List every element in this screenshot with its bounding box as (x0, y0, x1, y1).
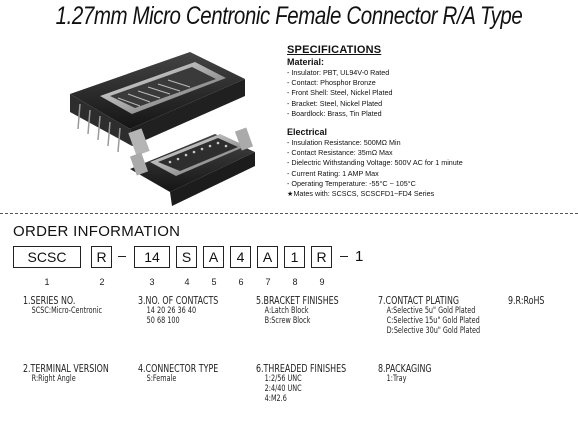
legend-contacts (138, 294, 218, 327)
code-box-plating: A (257, 246, 278, 268)
legend-item: 1:Tray (386, 374, 407, 384)
code-dash (118, 256, 126, 257)
legend-item: C:Selective 15u" Gold Plated (386, 315, 480, 326)
legend-terminal (23, 362, 109, 385)
legend-plating (378, 294, 480, 336)
electrical-item: - Contact Resistance: 35mΩ Max (287, 148, 393, 158)
position-number: 4 (184, 277, 190, 287)
material-item: - Contact: Phosphor Bronze (287, 78, 376, 88)
code-box-packaging: 1 (284, 246, 305, 268)
legend-connector (138, 362, 218, 385)
legend-item: D:Selective 30u" Gold Plated (386, 325, 481, 336)
electrical-heading: Electrical (287, 127, 328, 138)
connector-lower-image (130, 128, 255, 206)
material-heading: Material: (287, 57, 325, 67)
code-box-connector-type: S (176, 246, 197, 268)
position-number: 6 (238, 277, 244, 287)
code-box-rohs: R (311, 246, 332, 268)
material-item: - Insulator: PBT, UL94V-0 Rated (287, 68, 390, 77)
code-box-bracket: A (203, 246, 224, 268)
legend-heading: 1.SERIES NO. (23, 294, 76, 307)
legend-item: 2:4/40 UNC (264, 383, 302, 394)
legend-item: SCSC:Micro-Centronic (31, 306, 103, 316)
specifications-heading: SPECIFICATIONS (287, 44, 382, 56)
legend-item: 50 68 100 (146, 315, 180, 326)
position-number: 3 (149, 277, 155, 287)
legend-heading: 2.TERMINAL VERSION (23, 362, 109, 375)
legend-item: 4:M2.6 (264, 393, 287, 404)
electrical-item: - Dielectric Withstanding Voltage: 500V AC for 1 minute (287, 158, 463, 168)
order-information-heading: ORDER INFORMATION (13, 223, 181, 240)
position-number: 5 (211, 277, 217, 287)
legend-item: A:Selective 5u" Gold Plated (386, 306, 476, 316)
position-number: 7 (265, 277, 271, 287)
code-box-threaded: 4 (230, 246, 251, 268)
legend-heading: 7.CONTACT PLATING (378, 294, 460, 307)
position-number: 8 (292, 277, 298, 287)
section-divider (0, 213, 578, 214)
legend-heading: 9.R:RoHS (508, 294, 545, 307)
legend-packaging (378, 362, 432, 385)
position-number: 2 (99, 277, 105, 287)
legend-threaded (256, 362, 346, 404)
legend-item: R:Right Angle (31, 374, 76, 384)
electrical-item: - Current Rating: 1 AMP Max (287, 168, 379, 178)
legend-series (23, 294, 102, 317)
connector-product-photo (40, 34, 280, 214)
code-box-series: SCSC (13, 246, 81, 268)
mates-with-note: ★Mates with: SCSCS, SCSCFD1~FD4 Series (287, 189, 435, 199)
position-number: 1 (44, 277, 50, 287)
code-box-contacts: 14 (134, 246, 170, 268)
material-item: - Bracket: Steel, Nickel Plated (287, 98, 383, 108)
electrical-item: - Operating Temperature: -55°C ~ 105°C (287, 178, 416, 188)
legend-heading: 6.THREADED FINISHES (256, 362, 347, 375)
page-title: 1.27mm Micro Centronic Female Connector R/A Type (55, 2, 523, 30)
legend-item: B:Screw Block (264, 315, 311, 326)
position-number: 9 (319, 277, 325, 287)
legend-heading: 4.CONNECTOR TYPE (138, 362, 219, 375)
code-box-terminal: R (91, 246, 112, 268)
legend-bracket (256, 294, 339, 327)
material-item: - Boardlock: Brass, Tin Plated (287, 108, 382, 118)
legend-rohs (508, 294, 544, 307)
legend-item: A:Latch Block (264, 306, 309, 316)
specifications-panel (287, 44, 577, 199)
legend-item: 14 20 26 36 40 (146, 306, 197, 316)
legend-heading: 8.PACKAGING (378, 362, 432, 375)
electrical-item: - Insulation Resistance: 500MΩ Min (287, 138, 401, 148)
legend-item: 1:2/56 UNC (264, 374, 302, 384)
code-dash (340, 256, 348, 257)
material-item: - Front Shell: Steel, Nickel Plated (287, 88, 393, 98)
legend-heading: 3.NO. OF CONTACTS (138, 294, 219, 307)
legend-heading: 5.BRACKET FINISHES (256, 294, 339, 307)
code-trailing-digit: 1 (355, 248, 364, 265)
legend-item: S:Female (146, 374, 177, 384)
